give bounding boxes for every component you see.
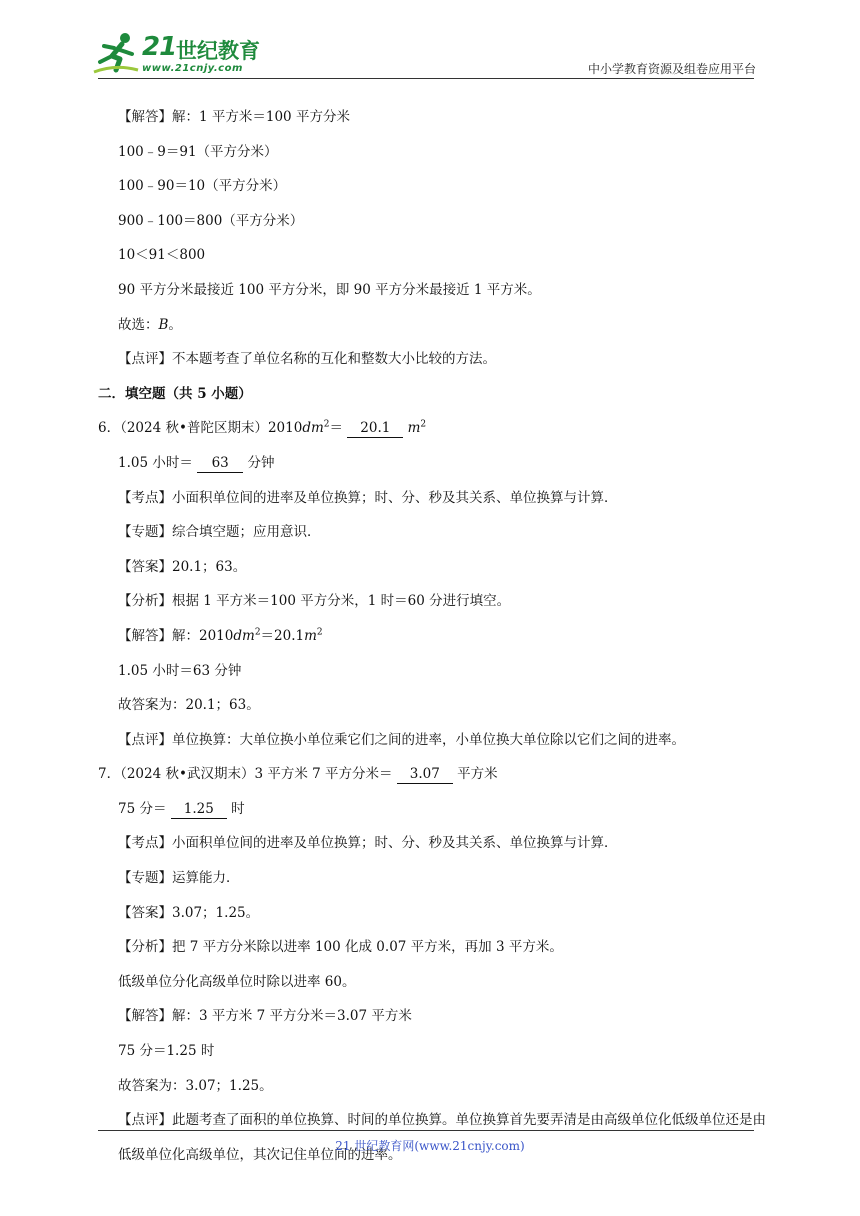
runner-icon — [92, 32, 140, 76]
logo-url: www.21cnjy.com — [142, 63, 243, 74]
text-line: 【考点】小面积单位间的进率及单位换算；时、分、秒及其关系、单位换算与计算． — [118, 835, 618, 852]
answer-choice-line — [98, 308, 768, 343]
choice-period: 。 — [168, 316, 182, 333]
platform-name: 中小学教育资源及组卷应用平台 — [587, 62, 756, 76]
document-body — [98, 100, 768, 1172]
question-6-line-2 — [98, 446, 768, 481]
text-line: 100﹣90＝10（平方分米） — [118, 178, 287, 195]
unit-dm: dm — [302, 420, 324, 437]
text-line: 【专题】综合填空题；应用意识． — [118, 524, 321, 541]
answer-blank: 20.1 — [347, 419, 403, 438]
question-7-line-1 — [98, 757, 768, 792]
logo-text: 世纪教育 — [176, 39, 260, 63]
text-line: 【解答】解：1 平方米＝100 平方分米 — [118, 109, 350, 125]
text-line: 【点评】单位换算：大单位换小单位乘它们之间的进率，小单位换大单位除以它们之间的进率。 — [118, 731, 685, 748]
text-line: 故答案为：3.07；1.25。 — [118, 1077, 273, 1094]
text-line: 90 平方分米最接近 100 平方分米，即 90 平方分米最接近 1 平方米。 — [118, 281, 541, 298]
answer-blank: 3.07 — [397, 765, 453, 784]
site-logo — [92, 32, 262, 78]
answer-blank: 63 — [197, 454, 243, 473]
text-line: 低级单位分化高级单位时除以进率 60。 — [118, 973, 356, 990]
unit-dm: dm — [233, 627, 255, 644]
exponent: 2 — [323, 419, 330, 430]
unit-m: m — [304, 627, 317, 644]
exponent: 2 — [254, 627, 261, 638]
text-line: 75 分＝1.25 时 — [118, 1043, 215, 1060]
question-7-stem: 7．（2024 秋•武汉期末）3 平方米 7 平方分米＝ — [98, 766, 393, 783]
solution-line — [98, 619, 768, 654]
text-line: 【点评】不本题考查了单位名称的互化和整数大小比较的方法。 — [118, 351, 496, 368]
text-line: 900﹣100＝800（平方分米） — [118, 212, 304, 229]
section-heading: 二．填空题（共 5 小题） — [98, 385, 252, 402]
page-header — [0, 0, 860, 80]
text-line: 1.05 小时＝63 分钟 — [118, 662, 242, 679]
answer-blank: 1.25 — [171, 800, 227, 819]
header-divider — [98, 78, 754, 79]
text-line: 【考点】小面积单位间的进率及单位换算；时、分、秒及其关系、单位换算与计算． — [118, 489, 618, 506]
unit-text: 分钟 — [247, 454, 275, 471]
text-line: 【答案】20.1；63。 — [118, 558, 247, 575]
solution-value: ＝20.1 — [260, 627, 305, 644]
unit-text: 平方米 — [457, 766, 498, 783]
text-line: 100﹣9＝91（平方分米） — [118, 143, 278, 160]
text-paragraph: 【点评】此题考查了面积的单位换算、时间的单位换算。单位换算首先要弄清是由高级单位化低级单位还是由低级单位化高级单位，其次记住单位间的进率。 — [118, 1112, 766, 1163]
choice-value: B — [158, 316, 169, 333]
equals-sign: ＝ — [329, 420, 343, 437]
question-6-line-1 — [98, 411, 768, 446]
unit-m: m — [407, 420, 421, 437]
choice-label: 故选： — [118, 316, 159, 333]
exponent: 2 — [420, 419, 427, 430]
text-line: 【分析】把 7 平方分米除以进率 100 化成 0.07 平方米，再加 3 平方米。 — [118, 939, 563, 956]
question-7-line-2 — [98, 792, 768, 827]
question-6-stem: 6．（2024 秋•普陀区期末）2010 — [98, 420, 303, 437]
question-text: 75 分＝ — [118, 800, 167, 817]
solution-label: 【解答】解：2010 — [118, 627, 234, 644]
logo-number: 21 — [142, 32, 177, 62]
unit-text: 时 — [231, 800, 245, 817]
exponent: 2 — [316, 627, 323, 638]
text-line: 【答案】3.07；1.25。 — [118, 904, 260, 921]
text-line: 【专题】运算能力． — [118, 870, 240, 887]
question-text: 1.05 小时＝ — [118, 454, 193, 471]
text-line: 【解答】解：3 平方米 7 平方分米＝3.07 平方米 — [118, 1008, 412, 1025]
text-line: 【分析】根据 1 平方米＝100 平方分米，1 时＝60 分进行填空。 — [118, 593, 511, 610]
text-line: 10＜91＜800 — [118, 247, 206, 264]
footer-divider — [98, 1130, 754, 1131]
text-line: 故答案为：20.1；63。 — [118, 697, 260, 714]
footer-link[interactable]: 21 世纪教育网(www.21cnjy.com) — [335, 1139, 525, 1153]
